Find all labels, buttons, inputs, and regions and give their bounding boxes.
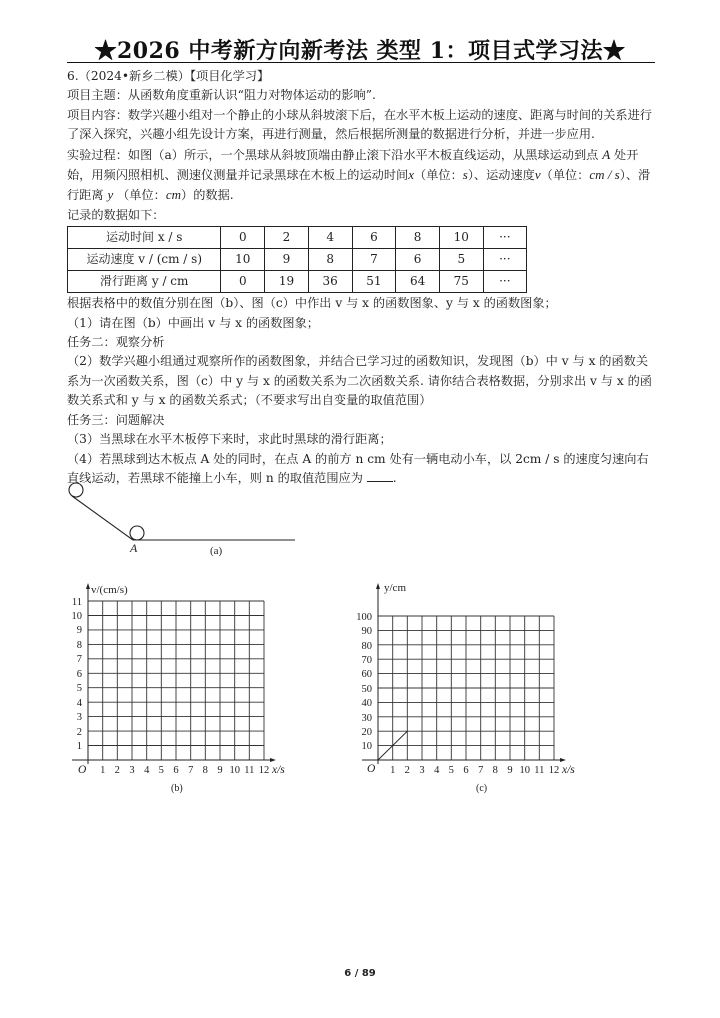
process-text-8: ）的数据. bbox=[181, 188, 234, 203]
svg-text:8: 8 bbox=[492, 765, 498, 776]
question-3: （3）当黑球在水平木板停下来时，求此时黑球的滑行距离； bbox=[67, 432, 392, 447]
cell: 64 bbox=[396, 271, 440, 293]
var-y: y bbox=[107, 187, 114, 203]
cell: 4 bbox=[308, 227, 352, 249]
cell: 9 bbox=[265, 249, 309, 271]
svg-text:9: 9 bbox=[507, 765, 513, 776]
project-content: 项目内容：数学兴趣小组对一个静止的小球从斜坡滚下后，在水平木板上运动的速度、距离与时间的关系进行了深入探究，兴趣小组先设计方案，再进行测量，然后根据所测量的数据进行分析，并进一步应用. bbox=[67, 107, 652, 142]
process-text-6: ）、滑行距离 bbox=[67, 168, 651, 203]
cell: 8 bbox=[396, 227, 440, 249]
figure-c-x-label: x/s bbox=[562, 764, 575, 776]
cell: 5 bbox=[439, 249, 483, 271]
svg-text:6: 6 bbox=[76, 669, 82, 680]
svg-text:100: 100 bbox=[356, 612, 372, 623]
svg-text:2: 2 bbox=[404, 765, 410, 776]
svg-text:7: 7 bbox=[478, 765, 484, 776]
svg-text:40: 40 bbox=[361, 698, 372, 709]
cell: 10 bbox=[439, 227, 483, 249]
svg-text:1: 1 bbox=[390, 765, 396, 776]
svg-text:11: 11 bbox=[244, 765, 255, 776]
row-header: 滑行距离 y / cm bbox=[68, 271, 221, 293]
task-3-heading: 任务三：问题解决 bbox=[67, 412, 165, 427]
figure-a bbox=[69, 483, 295, 540]
svg-text:11: 11 bbox=[534, 765, 545, 776]
cell: 10 bbox=[221, 249, 265, 271]
svg-text:10: 10 bbox=[519, 765, 530, 776]
figure-b-grid bbox=[88, 601, 264, 760]
row-header: 运动速度 v / (cm / s) bbox=[68, 249, 221, 271]
cell: 2 bbox=[265, 227, 309, 249]
cell: 0 bbox=[221, 271, 265, 293]
figure-b-caption: (b) bbox=[171, 783, 183, 794]
x-axis-arrow-icon bbox=[270, 758, 276, 762]
svg-text:4: 4 bbox=[434, 765, 440, 776]
svg-text:12: 12 bbox=[258, 765, 270, 776]
task-2-heading: 任务二：观察分析 bbox=[67, 335, 165, 350]
figure-b-x-ticks bbox=[100, 765, 269, 776]
svg-text:90: 90 bbox=[361, 626, 372, 637]
figure-c-x-ticks bbox=[390, 765, 559, 776]
cell: 36 bbox=[308, 271, 352, 293]
svg-text:12: 12 bbox=[548, 765, 560, 776]
unit-cms: cm / s bbox=[589, 167, 620, 183]
ball-top-icon bbox=[69, 483, 83, 497]
ball-at-a-icon bbox=[130, 526, 144, 540]
figure-b-y-label: v/(cm/s) bbox=[91, 584, 128, 596]
svg-text:4: 4 bbox=[76, 698, 82, 709]
cell: 75 bbox=[439, 271, 483, 293]
cell: ··· bbox=[483, 271, 526, 293]
record-intro: 记录的数据如下： bbox=[67, 207, 165, 222]
svg-text:4: 4 bbox=[144, 765, 150, 776]
slope-line bbox=[72, 496, 133, 540]
page-title: ★2026 中考新方向新考法 类型 1：项目式学习法★ bbox=[94, 38, 626, 64]
var-v: v bbox=[534, 167, 541, 183]
row-header: 运动时间 x / s bbox=[68, 227, 221, 249]
figure-b-origin: O bbox=[78, 764, 87, 776]
svg-text:5: 5 bbox=[158, 765, 164, 776]
svg-text:30: 30 bbox=[361, 713, 372, 724]
problem-source: 6.（2024•新乡二模）【项目化学习】 bbox=[67, 69, 270, 83]
svg-text:70: 70 bbox=[361, 655, 372, 666]
svg-text:50: 50 bbox=[361, 684, 372, 695]
cell: ··· bbox=[483, 227, 526, 249]
cell: 51 bbox=[352, 271, 396, 293]
svg-text:10: 10 bbox=[229, 765, 240, 776]
svg-text:8: 8 bbox=[76, 640, 82, 651]
point-a-label: A bbox=[130, 541, 138, 555]
svg-text:5: 5 bbox=[448, 765, 454, 776]
svg-text:1: 1 bbox=[100, 765, 106, 776]
svg-text:6: 6 bbox=[173, 765, 179, 776]
figure-b-y-ticks bbox=[72, 597, 83, 752]
figure-c-y-label: y/cm bbox=[384, 582, 406, 594]
var-x: x bbox=[408, 167, 415, 183]
svg-text:8: 8 bbox=[202, 765, 208, 776]
cell: 6 bbox=[396, 249, 440, 271]
svg-text:3: 3 bbox=[76, 712, 82, 723]
process-text-4: ）、运动速度 bbox=[467, 168, 535, 183]
process-text-5: （单位： bbox=[540, 168, 590, 183]
svg-text:2: 2 bbox=[76, 727, 82, 738]
process-text-3: （单位： bbox=[414, 168, 463, 183]
cell: 0 bbox=[221, 227, 265, 249]
question-4-text: （4）若黑球到达木板点 A 处的同时，在点 A 的前方 n cm 处有一辆电动小车，以 2cm / s 的速度匀速向右直线运动，若黑球不能撞上小车，则 n 的取值范围应为 bbox=[67, 451, 649, 485]
svg-text:3: 3 bbox=[419, 765, 425, 776]
svg-text:11: 11 bbox=[71, 597, 82, 608]
figure-c-y-ticks bbox=[356, 612, 372, 752]
svg-text:10: 10 bbox=[361, 741, 372, 752]
page-number: 6 / 89 bbox=[344, 968, 376, 979]
svg-text:9: 9 bbox=[217, 765, 223, 776]
svg-text:9: 9 bbox=[76, 625, 82, 636]
figure-c-caption: (c) bbox=[476, 783, 488, 794]
svg-text:7: 7 bbox=[76, 654, 82, 665]
cell: 8 bbox=[308, 249, 352, 271]
x-axis-arrow-icon bbox=[560, 758, 566, 762]
point-a-symbol: A bbox=[602, 146, 611, 162]
figure-b-axes bbox=[72, 587, 272, 764]
svg-text:10: 10 bbox=[71, 611, 82, 622]
svg-text:6: 6 bbox=[463, 765, 469, 776]
cell: 19 bbox=[265, 271, 309, 293]
process-text-1: 实验过程：如图（a）所示，一个黑球从斜坡顶端由静止滚下沿水平木板直线运动，从黑球运动到点 bbox=[67, 147, 599, 162]
question-1: （1）请在图（b）中画出 v 与 x 的函数图象； bbox=[67, 315, 319, 330]
y-axis-arrow-icon bbox=[376, 583, 380, 589]
cell: 7 bbox=[352, 249, 396, 271]
unit-s: s bbox=[462, 167, 468, 183]
process-text-2: 处开始，用频闪照相机、测速仪测量并记录黑球在木板上的运动时间 bbox=[67, 147, 639, 183]
svg-text:20: 20 bbox=[361, 727, 372, 738]
question-4-end: . bbox=[392, 470, 397, 485]
svg-text:2: 2 bbox=[114, 765, 120, 776]
project-theme: 项目主题：从函数角度重新认识“阻力对物体运动的影响”. bbox=[67, 88, 376, 103]
figure-c-grid bbox=[378, 616, 554, 760]
process-text-7: （单位： bbox=[117, 188, 166, 203]
svg-text:5: 5 bbox=[76, 683, 82, 694]
svg-text:3: 3 bbox=[129, 765, 135, 776]
after-table-text: 根据表格中的数值分别在图（b）、图（c）中作出 v 与 x 的函数图象、y 与 x 的函数图象； bbox=[67, 296, 557, 311]
unit-cm: cm bbox=[165, 187, 182, 203]
svg-text:7: 7 bbox=[188, 765, 194, 776]
svg-text:60: 60 bbox=[361, 669, 372, 680]
figure-c-origin: O bbox=[367, 763, 376, 775]
cell: ··· bbox=[483, 249, 526, 271]
figure-b-x-label: x/s bbox=[272, 764, 285, 776]
svg-text:1: 1 bbox=[76, 741, 82, 752]
question-2: （2）数学兴趣小组通过观察所作的函数图象，并结合已学习过的函数知识，发现图（b）中 v 与 x 的函数关系为一次函数关系，图（c）中 y 与 x 的函数关系为二次函数关系. 请你结合表格数据，分别求出 v 与 x 的函数关系式和 y 与 x 的函数关系式；（不要求写出自变量的取值范围） bbox=[67, 354, 652, 408]
svg-text:80: 80 bbox=[361, 641, 372, 652]
figure-a-caption: (a) bbox=[210, 545, 223, 557]
figure-c-axes bbox=[362, 587, 562, 764]
cell: 6 bbox=[352, 227, 396, 249]
y-axis-arrow-icon bbox=[86, 583, 90, 589]
